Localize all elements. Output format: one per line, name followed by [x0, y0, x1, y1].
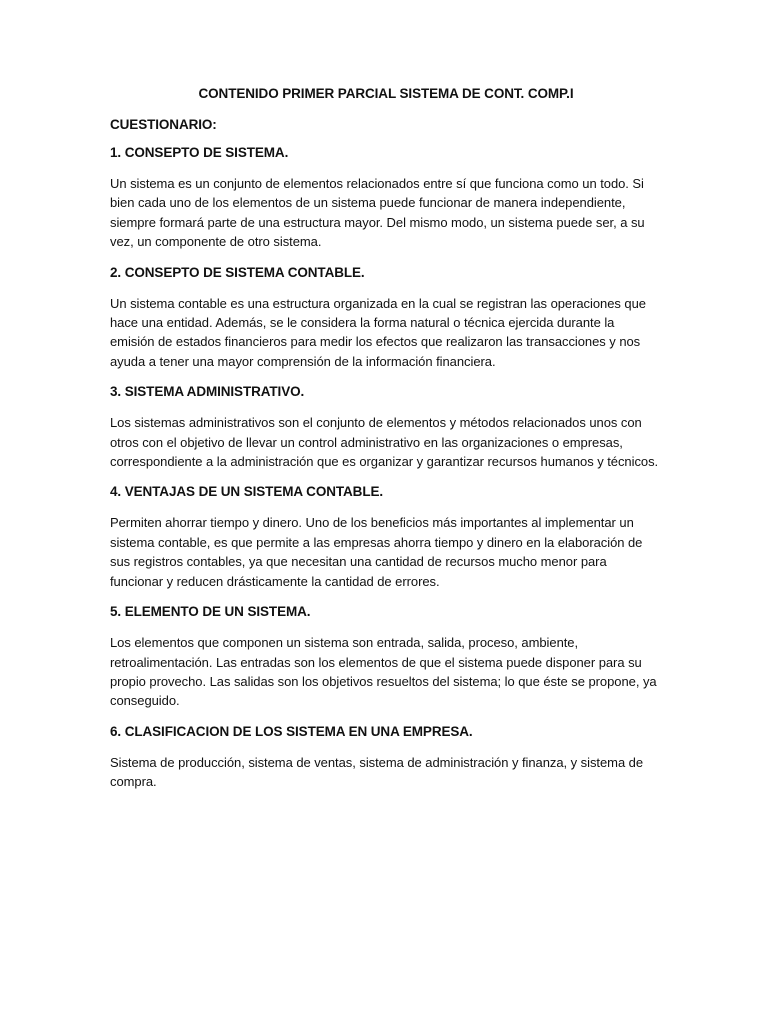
document-title: CONTENIDO PRIMER PARCIAL SISTEMA DE CONT. COMP.I: [198, 86, 574, 101]
questionnaire-label: CUESTIONARIO:: [110, 117, 217, 132]
section-3: [110, 384, 662, 471]
section-heading: 4. VENTAJAS DE UN SISTEMA CONTABLE.: [110, 484, 384, 500]
section-4: [110, 484, 662, 591]
section-heading: 1. CONSEPTO DE SISTEMA.: [110, 145, 289, 160]
section-heading: 3. SISTEMA ADMINISTRATIVO.: [110, 384, 305, 400]
section-body: Un sistema es un conjunto de elementos relacionados entre sí que funciona como un todo. Si bien cada uno de los elementos de un sistema puede funcionar de manera independiente, siempre formará parte de una estructura mayor. Del mismo modo, un sistema puede ser, a su vez, un componente de otro sistema.: [110, 176, 645, 250]
section-body: Sistema de producción, sistema de ventas, sistema de administración y finanza, y sistema de compra.: [110, 754, 644, 790]
section-1: [110, 145, 662, 252]
section-body: Un sistema contable es una estructura organizada en la cual se registran las operaciones que hace una entidad. Además, se le considera la forma natural o técnica ejercida durante la emisión de estados financieros para medir los efectos que realizaron las transacciones y nos ayuda a tener una mayor comprensión de la información financiera.: [110, 295, 646, 369]
section-heading: 6. CLASIFICACION DE LOS SISTEMA EN UNA EMPRESA.: [110, 723, 473, 739]
section-heading: 2. CONSEPTO DE SISTEMA CONTABLE.: [110, 264, 365, 280]
section-body: Los elementos que componen un sistema son entrada, salida, proceso, ambiente, retroalimentación. Las entradas son los elementos de que el sistema puede disponer para su propio provecho. Las salidas son los objetivos resueltos del sistema; lo que éste se propone, ya conseguido.: [110, 635, 657, 709]
section-heading: 5. ELEMENTO DE UN SISTEMA.: [110, 604, 311, 620]
section-body: Los sistemas administrativos son el conjunto de elementos y métodos relacionados unos con otros con el objetivo de llevar un control administrativo en las organizaciones o empresas, correspondiente a la administración que es organizar y garantizar recursos humanos y técnicos.: [110, 415, 659, 470]
section-2: [110, 265, 662, 372]
section-5: [110, 604, 662, 711]
document-page: [110, 86, 662, 805]
section-6: [110, 724, 662, 792]
section-body: Permiten ahorrar tiempo y dinero. Uno de los beneficios más importantes al implementar un sistema contable, es que permite a las empresas ahorra tiempo y dinero en la elaboración de sus registros contables, ya que necesitan una cantidad de recursos mucho menor para funcionar y reducen drásticamente la cantidad de errores.: [110, 515, 643, 589]
